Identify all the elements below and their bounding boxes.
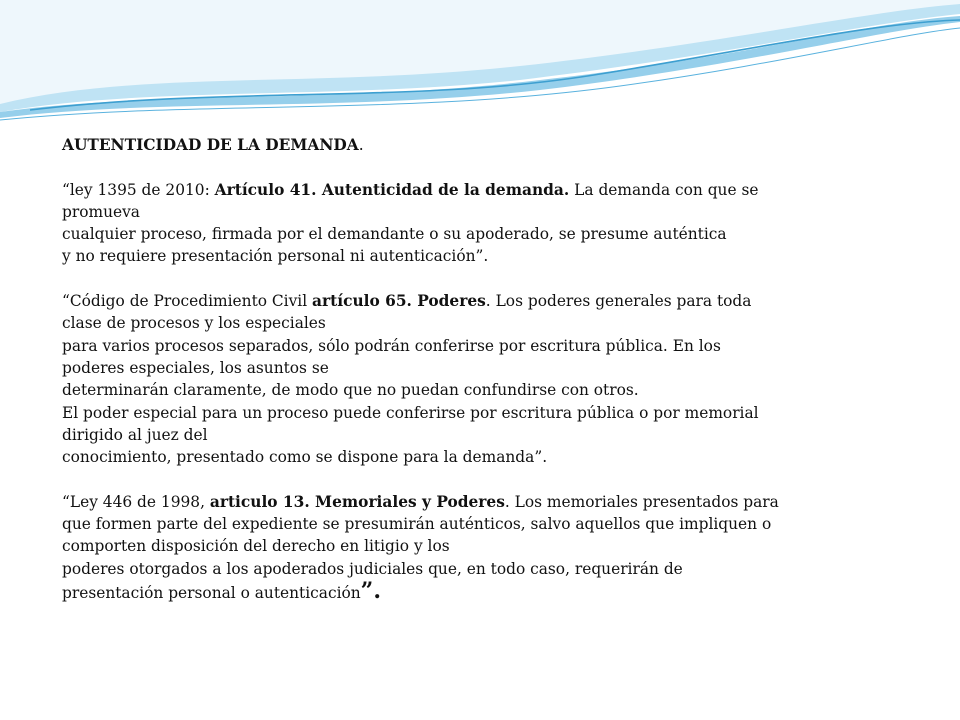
slide-title: AUTENTICIDAD DE LA DEMANDA. xyxy=(62,136,364,154)
paragraph-ley-446: “Ley 446 de 1998, articulo 13. Memoriales y Poderes. Los memoriales presentados para que formen parte del expediente se presumirán auténticos, salvo aquellos que impliquen o comporten disposición del derecho en litigio y los poderes otorgados a los apoderados judiciales que, en todo caso, requerirán de presentación personal o autenticación”. xyxy=(62,492,779,604)
paragraph-ley-1395: “ley 1395 de 2010: Artículo 41. Autenticidad de la demanda. La demanda con que se promueva cualquier proceso, firmada por el demandante o su apoderado, se presume auténtica y no requiere presentación personal ni autenticación”. xyxy=(62,180,759,266)
paragraph-codigo-procedimiento-civil: “Código de Procedimiento Civil artículo 65. Poderes. Los poderes generales para toda clase de procesos y los especiales para varios procesos separados, sólo podrán conferirse por escritura pública. En los poderes especiales, los asuntos se determinarán claramente, de modo que no puedan confundirse con otros. El poder especial para un proceso puede conferirse por escritura pública o por memorial dirigido al juez del conocimiento, presentado como se dispone para la demanda”. xyxy=(62,292,759,467)
slide-body xyxy=(62,134,912,604)
decorative-wave-header xyxy=(0,0,960,130)
